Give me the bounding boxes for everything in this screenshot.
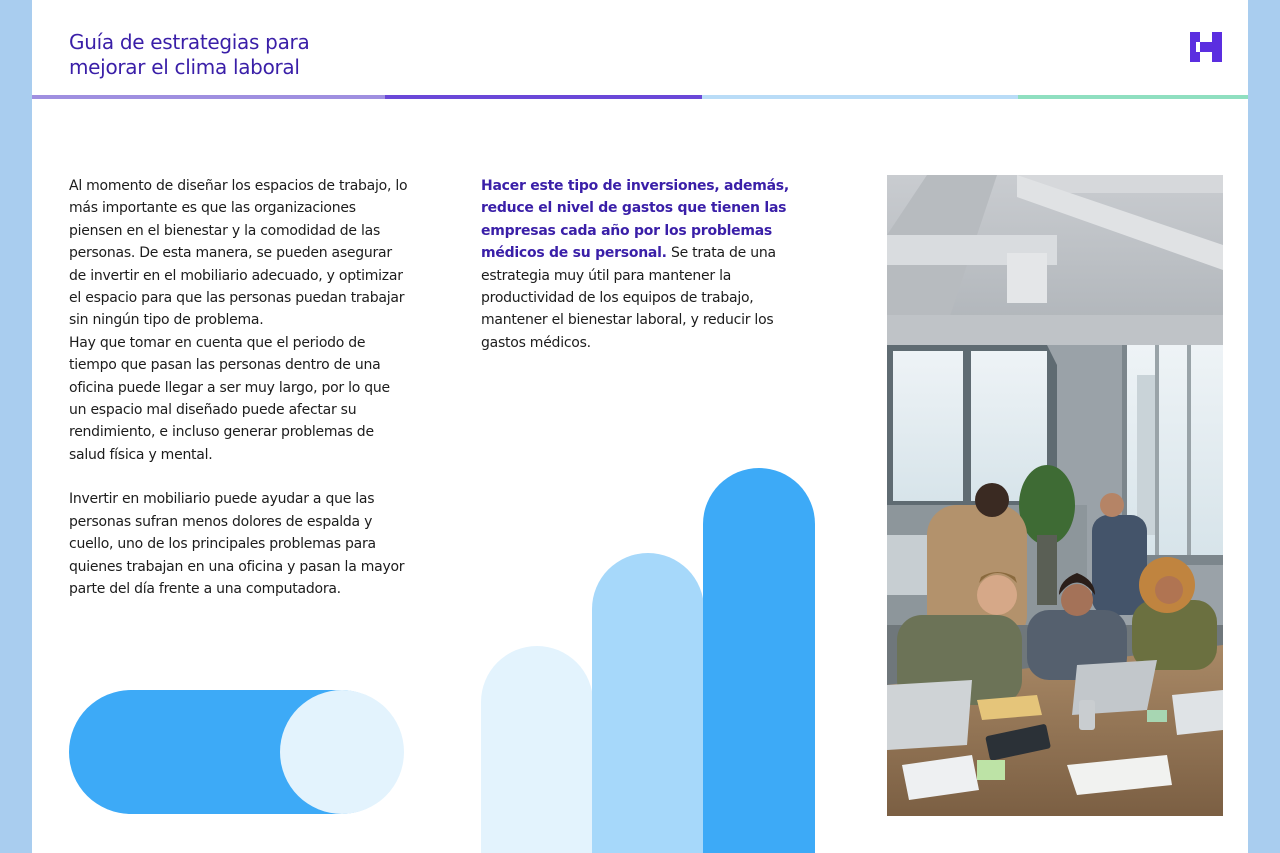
brand-logo-icon — [1190, 32, 1222, 62]
header-rule-segment — [32, 95, 385, 99]
title-line-2: mejorar el clima laboral — [69, 55, 300, 79]
page-title — [69, 30, 429, 80]
decorative-bar — [703, 468, 815, 853]
header-rule-segment — [702, 95, 1018, 99]
header-rule-segment — [1018, 95, 1248, 99]
decorative-toggle-knob — [280, 690, 404, 814]
text-column-left — [69, 175, 409, 600]
decorative-bar — [592, 553, 704, 853]
paragraph — [481, 175, 811, 354]
document-page — [32, 0, 1248, 853]
text-column-middle — [481, 175, 811, 354]
body-text: Se trata de una estrategia muy útil para mantener la productividad de los equipos de trabajo, mantener el bienestar laboral, y reducir los gastos médicos. — [481, 245, 776, 351]
paragraph: Al momento de diseñar los espacios de trabajo, lo más importante es que las organizaciones piensen en el bienestar y la comodidad de las personas. De esta manera, se pueden asegurar de invertir en el mobiliario adecuado, y optimizar el espacio para que las personas puedan trabajar sin ningún tipo de problema. — [69, 178, 408, 329]
title-line-1: Guía de estrategias para — [69, 30, 310, 54]
office-team-photo — [887, 175, 1223, 816]
paragraph: Hay que tomar en cuenta que el periodo de tiempo que pasan las personas dentro de una oficina puede llegar a ser muy largo, por lo que un espacio mal diseñado puede afectar su rendimiento, e incluso generar problemas de salud física y mental. — [69, 334, 390, 463]
header-rule-segment — [385, 95, 702, 99]
decorative-bar — [481, 646, 593, 853]
paragraph: Invertir en mobiliario puede ayudar a que las personas sufran menos dolores de espalda y cuello, uno de los principales problemas para quienes trabajan en una oficina y pasan la mayor parte del día frente a una computadora. — [69, 491, 405, 597]
highlighted-text: Hacer este tipo de inversiones, además, reduce el nivel de gastos que tienen las empresas cada año por los problemas médicos de su personal. — [481, 178, 789, 262]
